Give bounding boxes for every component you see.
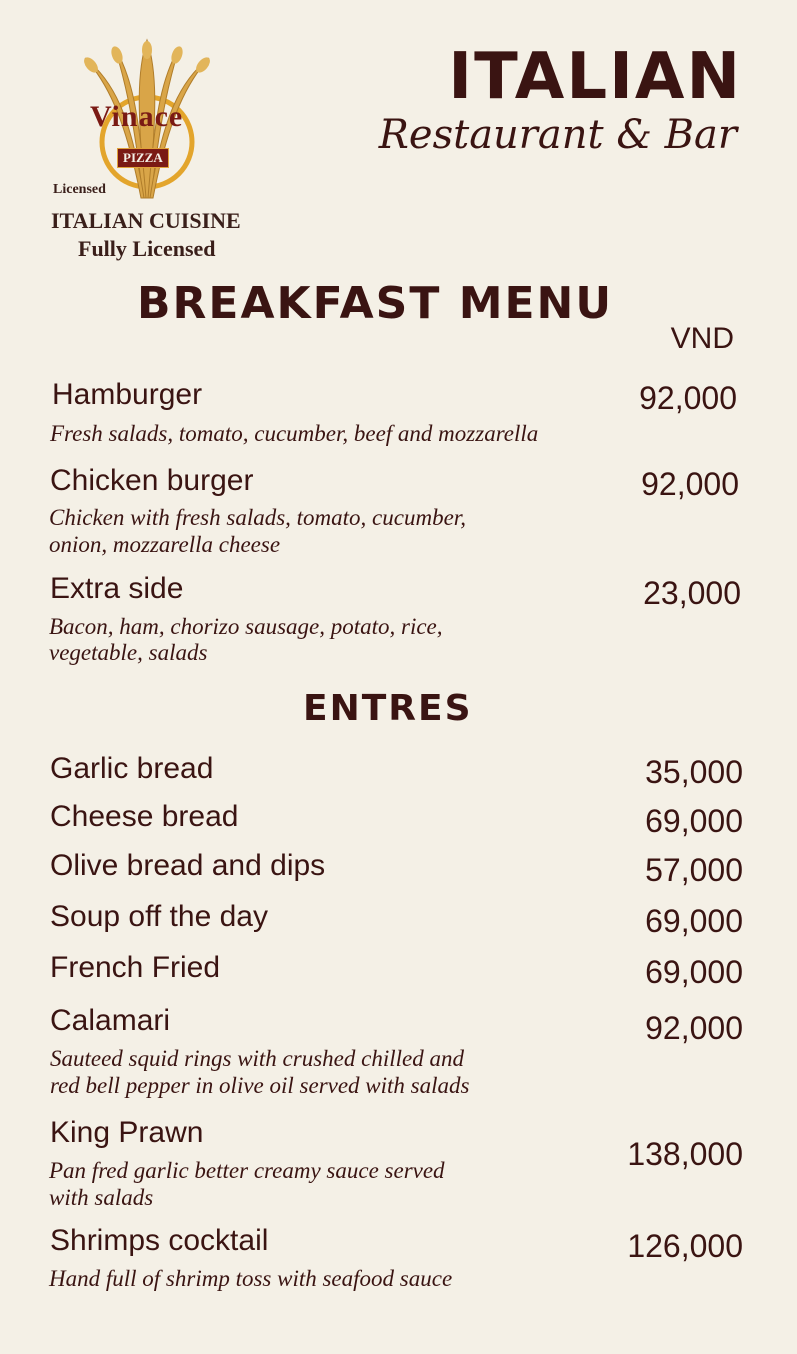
- logo-pizza-label: PIZZA: [117, 148, 169, 168]
- licensed-label: Licensed: [53, 182, 106, 197]
- currency-label: VND: [670, 322, 734, 355]
- item-description: onion, mozzarella cheese: [49, 532, 281, 557]
- item-description: Sauteed squid rings with crushed chilled and: [50, 1046, 464, 1071]
- item-description: vegetable, salads: [49, 640, 208, 665]
- item-name: French Fried: [50, 951, 221, 984]
- breakfast-heading: BREAKFAST MENU: [137, 278, 614, 329]
- item-price: 57,000: [645, 852, 743, 888]
- item-name: Soup off the day: [50, 900, 268, 933]
- item-name: Calamari: [50, 1004, 171, 1037]
- item-price: 92,000: [641, 466, 739, 502]
- item-description: Bacon, ham, chorizo sausage, potato, rice,: [49, 614, 443, 639]
- item-name: Cheese bread: [50, 800, 239, 833]
- item-description: with salads: [49, 1185, 154, 1210]
- item-name: Hamburger: [52, 378, 203, 411]
- item-name: Olive bread and dips: [50, 849, 326, 882]
- item-price: 138,000: [627, 1136, 743, 1172]
- item-description: Hand full of shrimp toss with seafood sauce: [49, 1266, 453, 1291]
- item-name: Extra side: [50, 572, 184, 605]
- item-price: 92,000: [639, 380, 737, 416]
- item-price: 69,000: [645, 954, 743, 990]
- item-description: Chicken with fresh salads, tomato, cucumber,: [49, 505, 466, 530]
- item-name: King Prawn: [50, 1116, 204, 1149]
- page-title: ITALIAN: [448, 40, 742, 114]
- item-description: Fresh salads, tomato, cucumber, beef and mozzarella: [50, 421, 539, 446]
- item-price: 23,000: [643, 575, 741, 611]
- item-name: Shrimps cocktail: [50, 1224, 269, 1257]
- page-subtitle: Restaurant & Bar: [378, 112, 737, 158]
- entres-heading: ENTRES: [303, 688, 473, 729]
- italian-cuisine-label: ITALIAN CUISINE: [51, 208, 241, 233]
- item-name: Chicken burger: [50, 464, 254, 497]
- item-name: Garlic bread: [50, 752, 214, 785]
- logo-brand-text: Vinace: [90, 100, 184, 133]
- item-price: 92,000: [645, 1010, 743, 1046]
- fully-licensed-label: Fully Licensed: [78, 236, 216, 261]
- item-price: 35,000: [645, 754, 743, 790]
- item-price: 126,000: [627, 1228, 743, 1264]
- item-description: red bell pepper in olive oil served with salads: [50, 1073, 470, 1098]
- restaurant-logo: [50, 30, 260, 265]
- item-price: 69,000: [645, 903, 743, 939]
- item-price: 69,000: [645, 803, 743, 839]
- item-description: Pan fred garlic better creamy sauce served: [49, 1158, 445, 1183]
